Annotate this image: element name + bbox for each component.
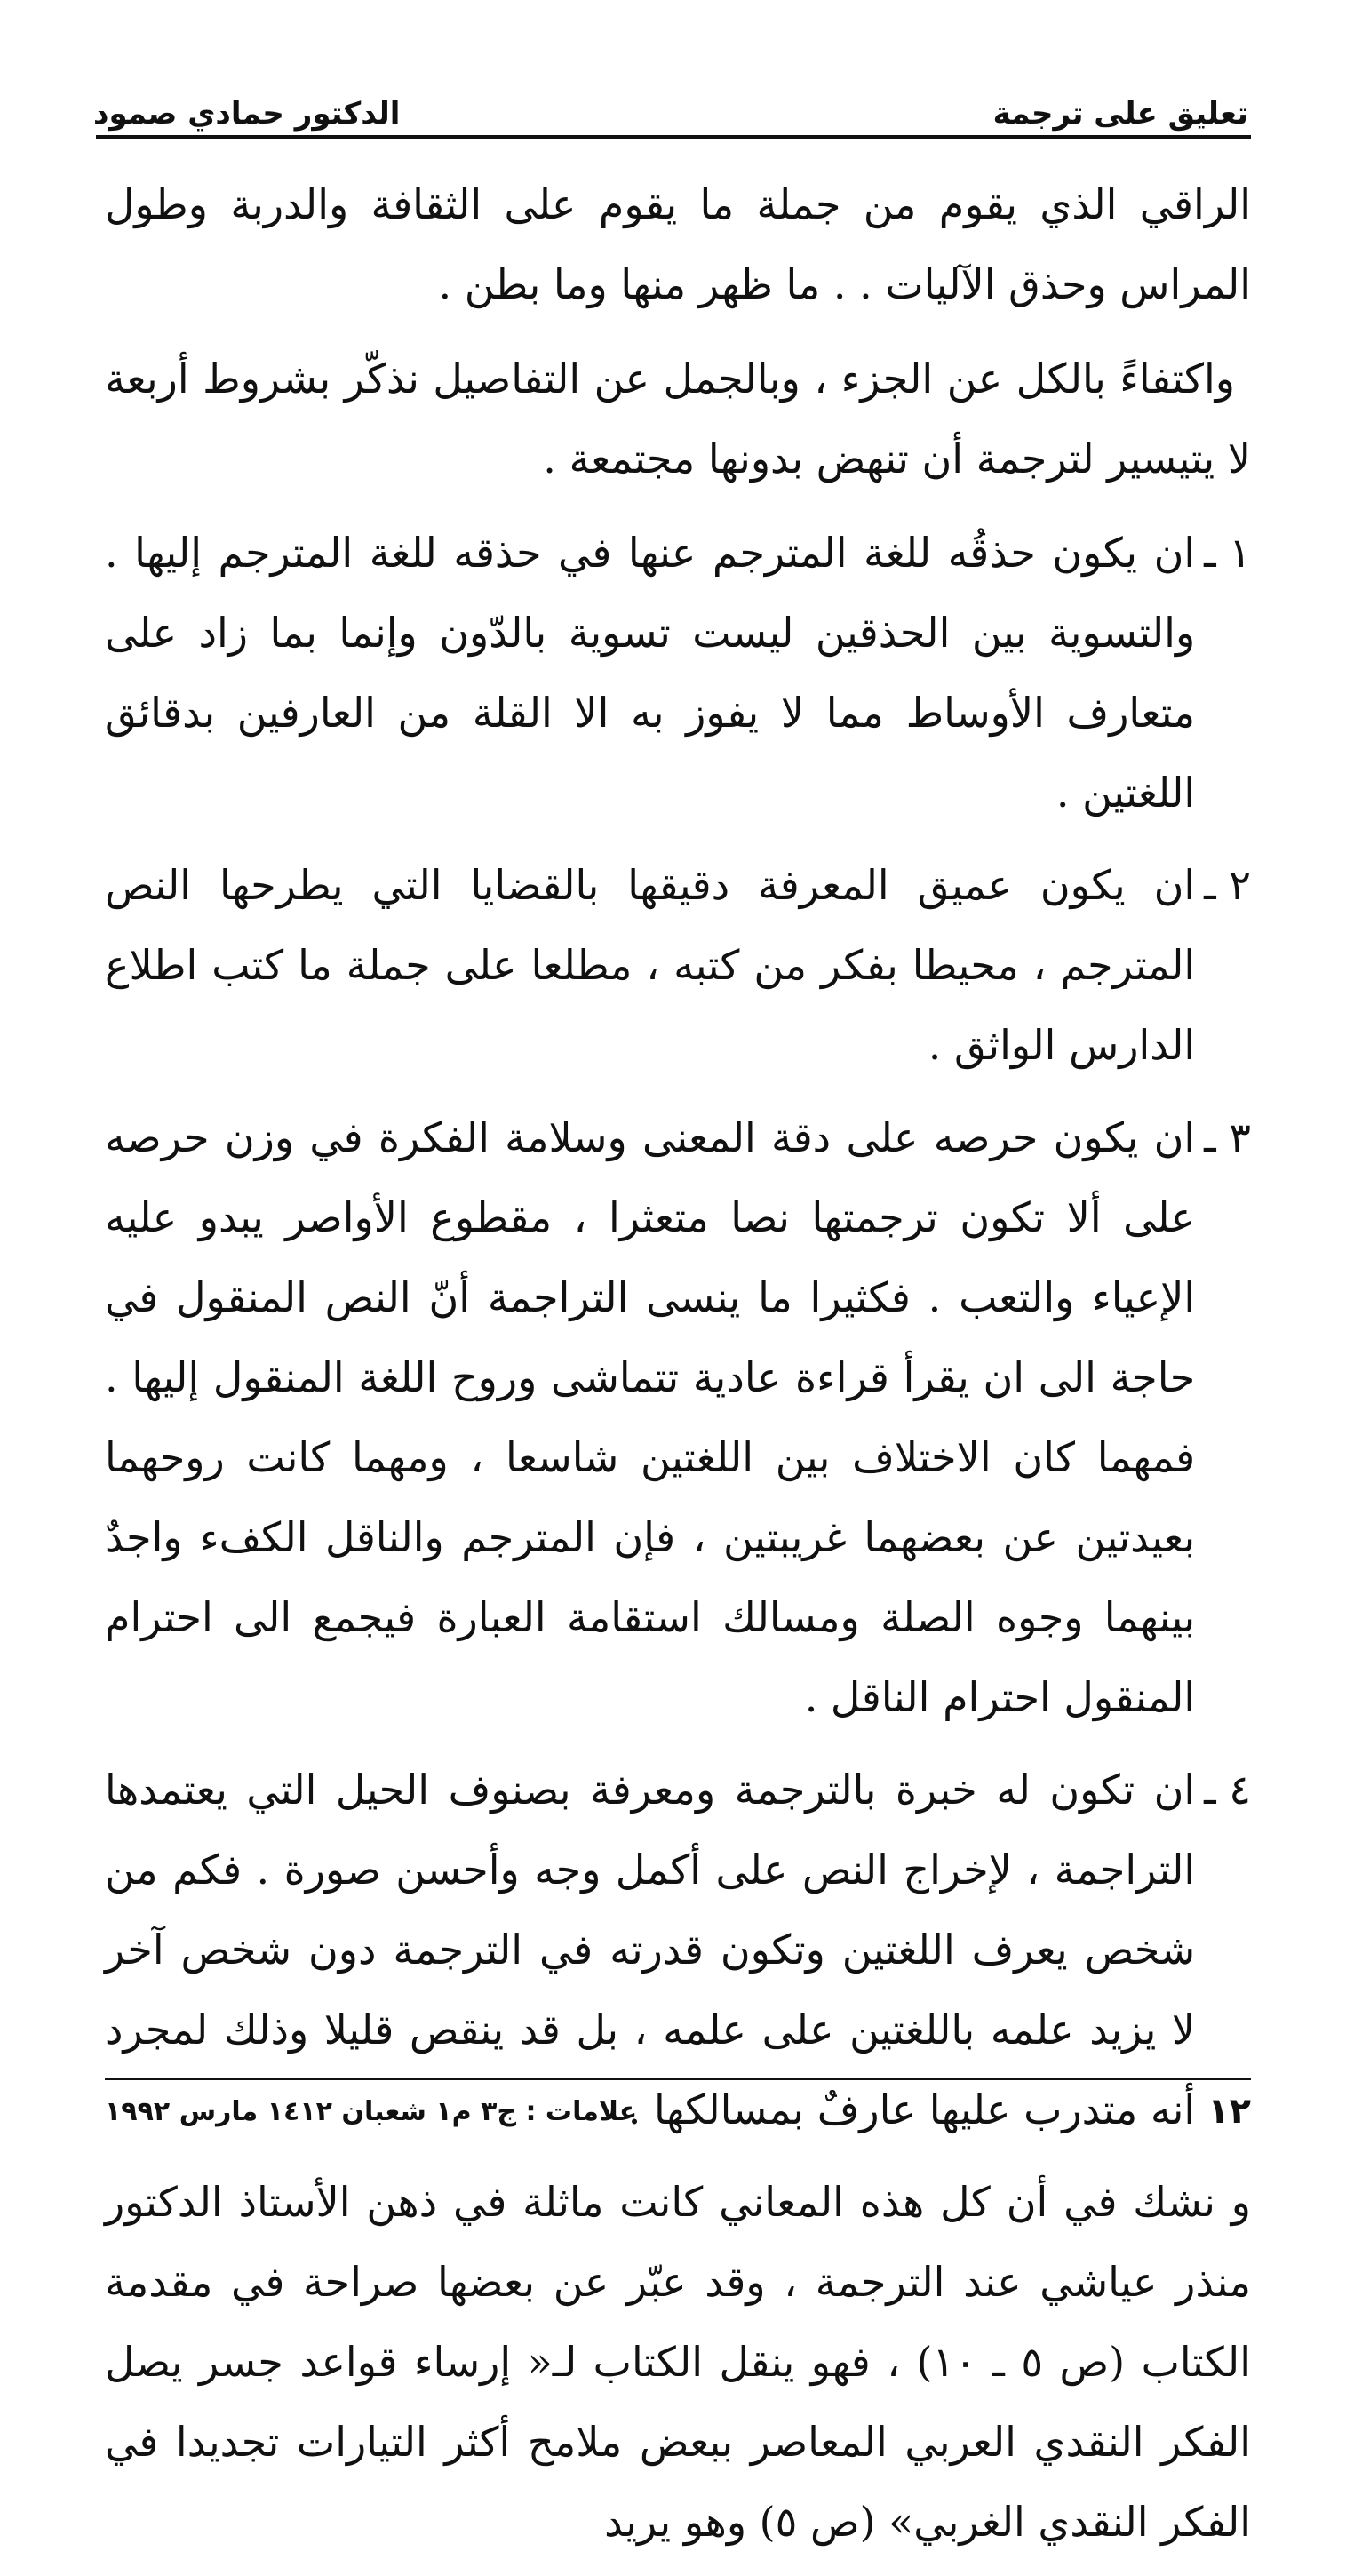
- condition-text: ان يكون عميق المعرفة دقيقها بالقضايا التي يطرحها النص المترجم ، محيطا بفكر من كتبه ، مطلعا على جملة ما كتب اطلاع الدارس الواثق .: [105, 861, 1196, 1069]
- condition-text: ان يكون حذقُه للغة المترجم عنها في حذقه للغة المترجم إليها . والتسوية بين الحذقين ليست تسوية بالدّون وإنما بما زاد على متعارف الأوساط مما لا يفوز به الا القلة من العارفين بدقائق اللغتين .: [105, 529, 1196, 817]
- paragraph-1: الراقي الذي يقوم من جملة ما يقوم على الثقافة والدربة وطول المراس وحذق الآليات . . ما ظهر منها وما بطن .: [105, 180, 1251, 308]
- condition-item-3: [105, 1097, 1251, 1737]
- header-title: تعليق على ترجمة: [992, 96, 1248, 132]
- page-number: ١٢: [1207, 2091, 1251, 2132]
- condition-item-2: [105, 845, 1251, 1085]
- condition-item-1: [105, 513, 1251, 833]
- condition-number: ٣ ـ: [1204, 1113, 1251, 1161]
- paragraph-2: واكتفاءً بالكل عن الجزء ، وبالجمل عن التفاصيل نذكّر بشروط أربعة لا يتيسير لترجمة أن تنهض بدونها مجتمعة .: [105, 355, 1251, 483]
- running-footer: [105, 2085, 1251, 2138]
- condition-number: ١ ـ: [1204, 529, 1251, 577]
- body-text: [105, 164, 1251, 2576]
- footer-rule: [105, 2078, 1251, 2080]
- header-author: الدكتور حمادي صمود: [93, 96, 401, 132]
- running-header: [93, 78, 1248, 132]
- condition-text: ان تكون له خبرة بالترجمة ومعرفة بصنوف الحيل التي يعتمدها التراجمة ، لإخراج النص على أكمل وجه وأحسن صورة . فكم من شخص يعرف اللغتين وتكون قدرته في الترجمة دون شخص آخر لا يزيد علمه باللغتين على علمه ، بل قد ينقص قليلا وذلك لمجرد أنه متدرب عليها عارفٌ بمسالكها .: [105, 1766, 1196, 2133]
- header-rule: [96, 135, 1251, 139]
- condition-text: ان يكون حرصه على دقة المعنى وسلامة الفكرة في وزن حرصه على ألا تكون ترجمتها نصا متعثرا ، مقطوع الأواصر يبدو عليه الإعياء والتعب . فكثيرا ما ينسى التراجمة أنّ النص المنقول في حاجة الى ان يقرأ قراءة عادية تتماشى وروح اللغة المنقول إليها . فمهما كان الاختلاف بين اللغتين شاسعا ، ومهما كانت روحهما بعيدتين عن بعضهما غريبتين ، فإن المترجم والناقل الكفء واجدٌ بينهما وجوه الصلة ومسالك استقامة العبارة فيجمع الى احترام المنقول احترام الناقل .: [105, 1113, 1196, 1721]
- condition-number: ٢ ـ: [1204, 861, 1251, 909]
- journal-info: علامات : ج٣ م١ شعبان ١٤١٢ مارس ١٩٩٢: [105, 2095, 638, 2127]
- condition-number: ٤ ـ: [1204, 1766, 1251, 1814]
- closing-paragraph: و نشك في أن كل هذه المعاني كانت ماثلة في ذهن الأستاذ الدكتور منذر عياشي عند الترجمة ، وقد عبّر عن بعضها صراحة في مقدمة الكتاب (ص ٥ ـ ١٠) ، فهو ينقل الكتاب لـ« إرساء قواعد جسر يصل الفكر النقدي العربي المعاصر ببعض ملامح أكثر التيارات تجديدا في الفكر النقدي الغربي» (ص ٥) وهو يريد: [105, 2178, 1251, 2546]
